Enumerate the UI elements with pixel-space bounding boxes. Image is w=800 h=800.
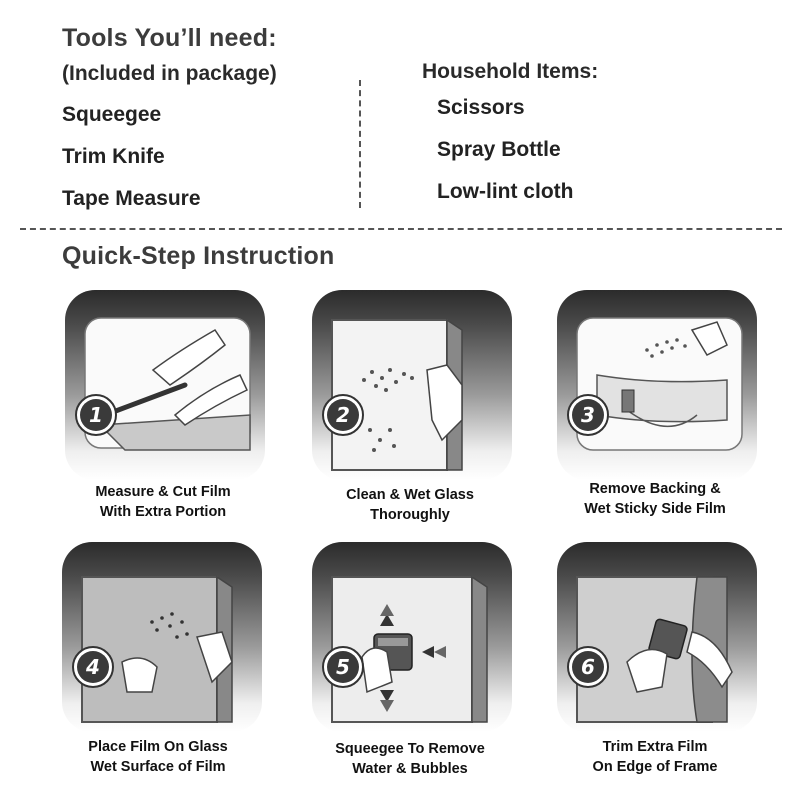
tools-subtitle: (Included in package) <box>62 62 277 85</box>
step-1-caption-line1: Measure & Cut Film <box>95 484 231 500</box>
step-5-badge: 5 <box>322 646 364 688</box>
vertical-divider <box>359 80 361 208</box>
tool-item-squeegee: Squeegee <box>62 103 162 126</box>
tool-item-trim-knife: Trim Knife <box>62 145 165 168</box>
remove-backing-spray-illustration <box>557 290 757 480</box>
step-6-caption-line1: Trim Extra Film <box>602 739 708 755</box>
step-2-badge: 2 <box>322 394 364 436</box>
step-5-caption-line1: Squeegee To Remove <box>335 741 485 757</box>
squeegee-arrows-illustration <box>312 542 512 732</box>
step-6-badge: 6 <box>567 646 609 688</box>
step-1-badge: 1 <box>75 394 117 436</box>
step-4-panel <box>62 542 262 732</box>
step-2-caption-line2: Thoroughly <box>370 507 450 523</box>
step-3-caption-line1: Remove Backing & <box>589 481 721 497</box>
step-1-caption-line2: With Extra Portion <box>99 504 227 520</box>
household-item-spray-bottle: Spray Bottle <box>437 138 561 161</box>
step-5-panel <box>312 542 512 732</box>
step-3-panel <box>557 290 757 480</box>
tool-item-tape-measure: Tape Measure <box>62 187 201 210</box>
step-3-badge: 3 <box>567 394 609 436</box>
step-4-caption <box>38 737 278 777</box>
step-4-caption-line1: Place Film On Glass <box>88 739 228 755</box>
knife-cutting-film-illustration <box>65 290 265 480</box>
step-1-caption <box>43 482 283 522</box>
step-2-caption <box>290 485 530 525</box>
step-4-badge: 4 <box>72 646 114 688</box>
place-film-spray-illustration <box>62 542 262 732</box>
spray-bottle-glass-illustration <box>312 290 512 480</box>
step-5-caption-line2: Water & Bubbles <box>352 761 468 777</box>
step-3-caption-line2: Wet Sticky Side Film <box>584 501 726 517</box>
horizontal-divider <box>20 228 782 230</box>
household-item-scissors: Scissors <box>437 96 525 119</box>
step-3-caption <box>535 479 775 519</box>
step-6-caption <box>535 737 775 777</box>
household-title: Household Items: <box>422 60 599 83</box>
step-4-caption-line2: Wet Surface of Film <box>90 759 226 775</box>
trim-knife-frame-illustration <box>557 542 757 732</box>
quickstep-title: Quick-Step Instruction <box>62 242 335 270</box>
step-5-caption <box>290 739 530 779</box>
tools-title: Tools You’ll need: <box>62 24 277 52</box>
step-6-panel <box>557 542 757 732</box>
step-6-caption-line2: On Edge of Frame <box>592 759 718 775</box>
step-2-panel <box>312 290 512 480</box>
household-item-cloth: Low-lint cloth <box>437 180 574 203</box>
step-1-panel <box>65 290 265 480</box>
step-2-caption-line1: Clean & Wet Glass <box>346 487 474 503</box>
